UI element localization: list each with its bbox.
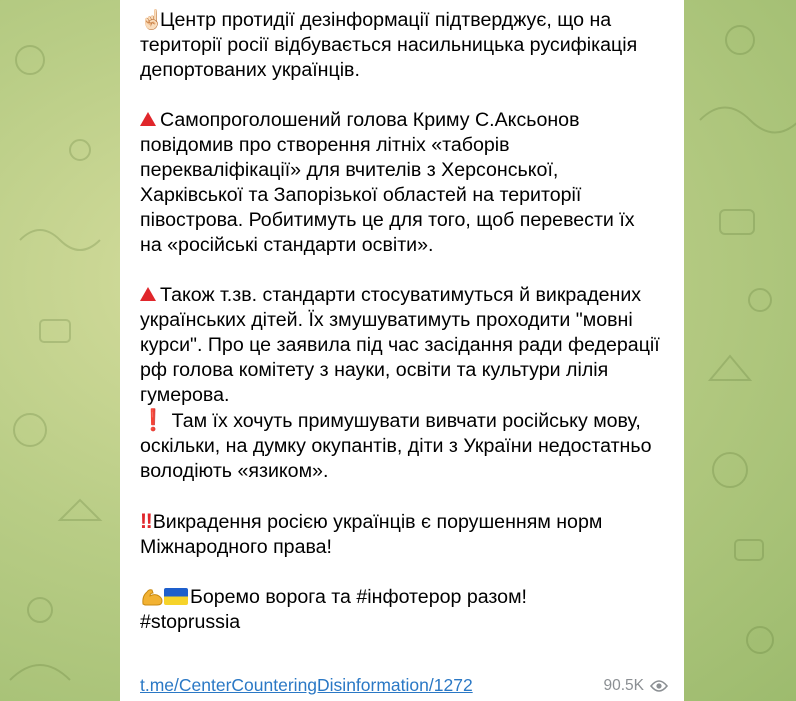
- paragraph-language: ❗ Там їх хочуть примушувати вивчати російську мову, оскільки, на думку окупантів, діти з України недостатньо володіють «язиком».: [140, 409, 652, 482]
- message-footer: [140, 675, 668, 699]
- double-exclamation-icon: ‼: [140, 510, 153, 533]
- eye-icon: [650, 680, 668, 692]
- red-triangle-icon: [140, 287, 156, 301]
- red-triangle-icon: [140, 112, 156, 126]
- pointing-up-hand-icon: ☝🏻: [140, 10, 164, 31]
- view-counter: [603, 677, 668, 695]
- message-text: [140, 8, 660, 635]
- paragraph-aksionov: Самопроголошений голова Криму С.Аксьонов повідомив про створення літніх «таборів перекваліфікації» для вчителів з Херсонської, Харківської та Запорізької областей на території півострова. Робитимуть це для того, щоб перевести їх на «російські стандарти освіти».: [140, 109, 635, 256]
- red-exclamation-icon: ❗: [140, 409, 167, 432]
- paragraph-call: Боремо ворога та #інфотерор разом! #stoprussia: [140, 586, 527, 633]
- flexed-biceps-icon: [140, 585, 164, 607]
- ukraine-flag-icon: [164, 588, 188, 605]
- paragraph-international-law: ‼Викрадення росією українців є порушенням норм Міжнародного права!: [140, 510, 603, 558]
- views-count: 90.5K: [603, 677, 644, 694]
- post-link[interactable]: t.me/CenterCounteringDisinformation/1272: [140, 675, 473, 695]
- paragraph-children: Також т.зв. стандарти стосуватимуться й викрадених українських дітей. Їх змушуватимуть проходити "мовні курси". Про це заявила під час засідання ради федерації рф голова комітету з науки, освіти та культури лілія гумерова.: [140, 284, 660, 406]
- paragraph-intro: ☝🏻Центр протидії дезінформації підтверджує, що на території росії відбувається насильницька русифікація депортованих українців.: [140, 9, 638, 81]
- hashtag-stoprussia[interactable]: #stoprussia: [140, 611, 241, 633]
